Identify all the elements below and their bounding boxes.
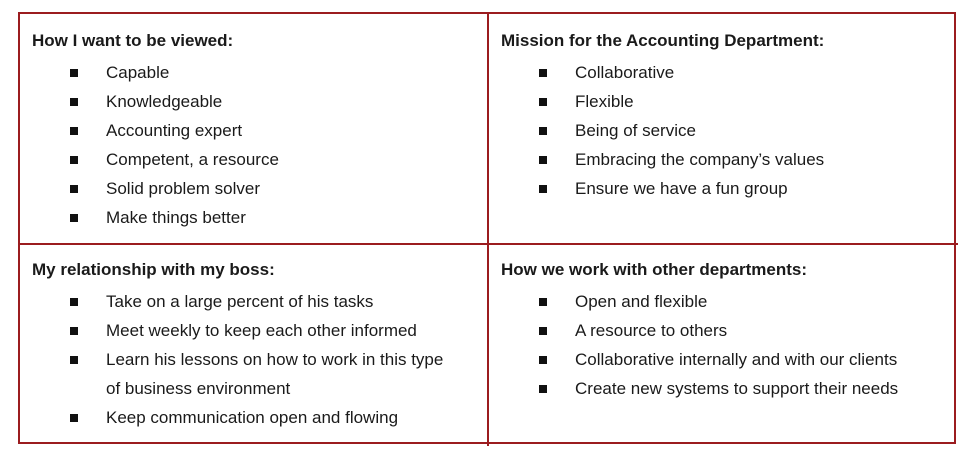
list-item: Make things better [32,203,477,232]
list-item: Collaborative internally and with our clients [501,345,948,374]
square-bullet-icon [70,356,78,364]
list-item: Accounting expert [32,116,477,145]
quadrant-table [18,12,956,444]
square-bullet-icon [539,185,547,193]
square-bullet-icon [70,185,78,193]
quadrant-relationship-with-boss [20,245,489,446]
bullet-list [32,287,477,432]
square-bullet-icon [70,214,78,222]
list-item: Learn his lessons on how to work in this type of business environment [32,345,477,403]
list-item: Collaborative [501,58,948,87]
square-bullet-icon [539,356,547,364]
list-item: Flexible [501,87,948,116]
list-item: A resource to others [501,316,948,345]
quadrant-other-departments [489,245,958,446]
list-item: Knowledgeable [32,87,477,116]
list-item: Being of service [501,116,948,145]
square-bullet-icon [70,69,78,77]
square-bullet-icon [70,127,78,135]
quadrant-how-i-want-to-be-viewed [20,14,489,245]
square-bullet-icon [539,385,547,393]
square-bullet-icon [539,98,547,106]
bullet-list [501,58,948,203]
quadrant-title: How I want to be viewed: [32,31,234,50]
square-bullet-icon [70,156,78,164]
list-item: Keep communication open and flowing [32,403,477,432]
square-bullet-icon [70,298,78,306]
square-bullet-icon [70,98,78,106]
bullet-list [501,287,948,403]
list-item: Competent, a resource [32,145,477,174]
square-bullet-icon [539,298,547,306]
list-item: Take on a large percent of his tasks [32,287,477,316]
quadrant-title: How we work with other departments: [501,260,808,279]
list-item: Embracing the company’s values [501,145,948,174]
square-bullet-icon [539,156,547,164]
quadrant-title: My relationship with my boss: [32,260,275,279]
list-item: Create new systems to support their needs [501,374,948,403]
square-bullet-icon [539,69,547,77]
list-item: Solid problem solver [32,174,477,203]
square-bullet-icon [539,127,547,135]
square-bullet-icon [539,327,547,335]
quadrant-title: Mission for the Accounting Department: [501,31,825,50]
list-item: Ensure we have a fun group [501,174,948,203]
quadrant-mission [489,14,958,245]
bullet-list [32,58,477,232]
square-bullet-icon [70,327,78,335]
square-bullet-icon [70,414,78,422]
list-item: Open and flexible [501,287,948,316]
list-item: Meet weekly to keep each other informed [32,316,477,345]
list-item: Capable [32,58,477,87]
